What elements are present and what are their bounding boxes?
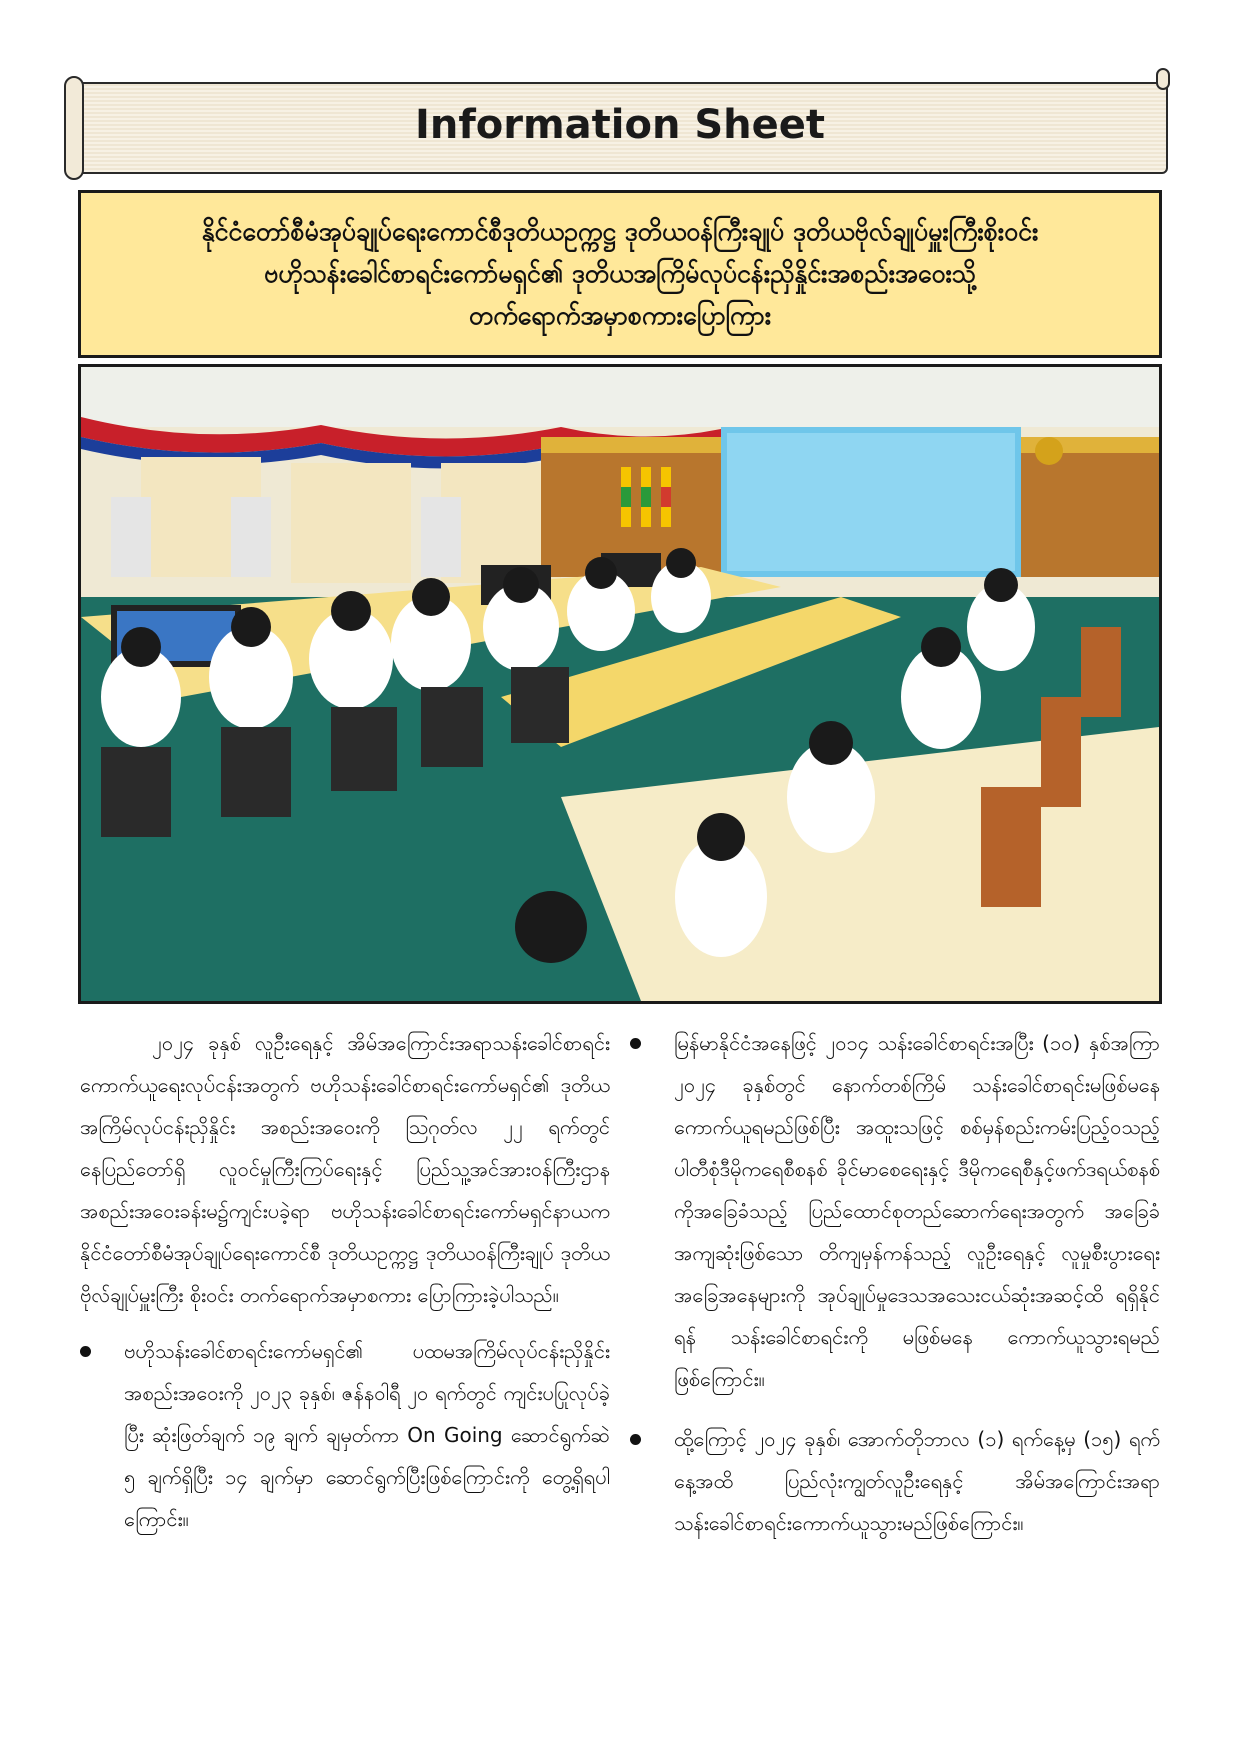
bullet-text: ဗဟိုသန်းခေါင်စာရင်းကော်မရှင်၏ ပထမအကြိမ်လုပ်ငန်းညှိနှိုင်းအစည်းအဝေးကို ၂၀၂၃ ခုနှစ်၊ ဇန်နဝါရီ ၂၀ ရက်တွင် ကျင်းပပြုလုပ်ခဲ့ပြီး ဆုံးဖြတ်ချက် ၁၉ ချက် ချမှတ်ကာ On Going ဆောင်ရွက်ဆဲ ၅ ချက်ရှိပြီး ၁၄ ချက်မှာ ဆောင်ရွက်ပြီးဖြစ်ကြောင်းကို တွေ့ရှိရပါကြောင်း။ xyxy=(124,1339,610,1531)
bullet-text: ထို့ကြောင့် ၂၀၂၄ ခုနှစ်၊ အောက်တိုဘာလ (၁) ရက်နေ့မှ (၁၅) ရက်နေ့အထိ ပြည်လုံးကျွတ်လူဦးရေနှင့် အိမ်အကြောင်းအရာ သန်းခေါင်စာရင်းကောက်ယူသွားမည်ဖြစ်ကြောင်း။ xyxy=(674,1427,1160,1535)
headline-line-2: ဗဟိုသန်းခေါင်စာရင်းကော်မရှင်၏ ဒုတိယအကြိမ်လုပ်ငန်းညှိနှိုင်းအစည်းအဝေးသို့ xyxy=(263,259,977,288)
intro-paragraph: ၂၀၂၄ ခုနှစ် လူဦးရေနှင့် အိမ်အကြောင်းအရာသန်းခေါင်စာရင်းကောက်ယူရေးလုပ်ငန်းအတွက် ဗဟိုသန်းခေါင်စာရင်းကော်မရှင်၏ ဒုတိယအကြိမ်လုပ်ငန်းညှိနှိုင်း အစည်းအဝေးကို ဩဂုတ်လ ၂၂ ရက်တွင် နေပြည်တော်ရှိ လူဝင်မှုကြီးကြပ်ရေးနှင့် ပြည်သူ့အင်အားဝန်ကြီးဌာန အစည်းအဝေးခန်းမ၌ကျင်းပခဲ့ရာ ဗဟိုသန်းခေါင်စာရင်းကော်မရှင်နာယက နိုင်ငံတော်စီမံအုပ်ချုပ်ရေးကောင်စီ ဒုတိယဥက္ကဋ္ဌ ဒုတိယဝန်ကြီးချုပ် ဒုတိယဗိုလ်ချုပ်မှူးကြီး စိုးဝင်း တက်ရောက်အမှာစကား ပြောကြားခဲ့ပါသည်။ xyxy=(80,1031,610,1307)
bullet-icon xyxy=(80,1346,91,1357)
meeting-photo xyxy=(78,364,1162,1004)
bullet-text: မြန်မာနိုင်ငံအနေဖြင့် ၂၀၁၄ သန်းခေါင်စာရင်းအပြီး (၁၀) နှစ်အကြာ ၂၀၂၄ ခုနှစ်တွင် နောက်တစ်ကြိမ် သန်းခေါင်စာရင်းမဖြစ်မနေကောက်ယူရမည်ဖြစ်ပြီး အထူးသဖြင့် စစ်မှန်စည်းကမ်းပြည့်ဝသည့် ပါတီစုံဒီမိုကရေစီစနစ် ခိုင်မာစေရေးနှင့် ဒီမိုကရေစီနှင့်ဖက်ဒရယ်စနစ်ကိုအခြေခံသည့် ပြည်ထောင်စုတည်ဆောက်ရေးအတွက် အခြေခံအကျဆုံးဖြစ်သော တိကျမှန်ကန်သည့် လူဦးရေနှင့် လူမှုစီးပွားရေး အခြေအနေများကို အုပ်ချုပ်မှုဒေသအသေးငယ်ဆုံးအဆင့်ထိ ရရှိနိုင်ရန် သန်းခေါင်စာရင်းကို မဖြစ်မနေ ကောက်ယူသွားရမည်ဖြစ်ကြောင်း။ xyxy=(674,1031,1160,1391)
left-column xyxy=(80,1022,610,1558)
list-item xyxy=(80,1330,610,1540)
page-title: Information Sheet xyxy=(414,102,826,148)
title-banner xyxy=(72,82,1168,174)
headline-line-1: နိုင်ငံတော်စီမံအုပ်ချုပ်ရေးကောင်စီဒုတိယဥက္ကဋ္ဌ ဒုတိယဝန်ကြီးချုပ် ဒုတိယဗိုလ်ချုပ်မှူးကြီးစိုးဝင်း xyxy=(201,217,1039,246)
headline-line-3: တက်ရောက်အမှာစကားပြောကြား xyxy=(468,301,772,330)
list-item xyxy=(630,1022,1160,1400)
bullet-icon xyxy=(630,1038,641,1049)
right-column xyxy=(630,1022,1160,1562)
scroll-curl-right xyxy=(1156,68,1170,90)
list-item xyxy=(630,1418,1160,1544)
meeting-photo-illustration xyxy=(81,367,1159,1001)
headline-box xyxy=(78,190,1162,358)
bullet-icon xyxy=(630,1434,641,1445)
